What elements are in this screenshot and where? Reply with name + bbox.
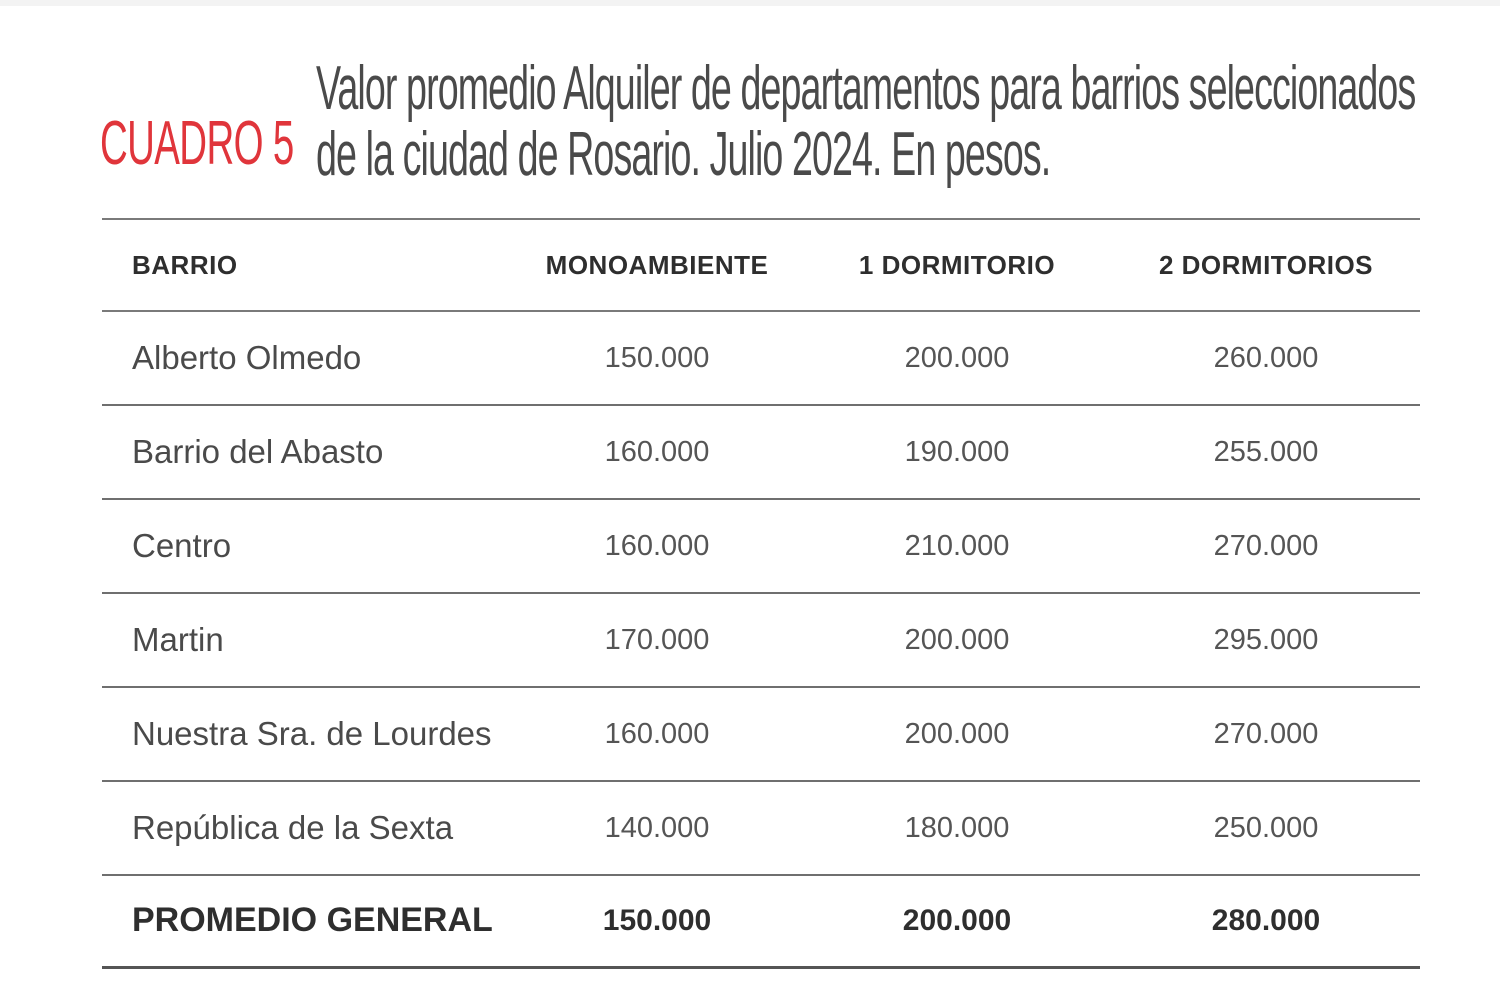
total-row [102,875,1420,967]
table-number-label: CUADRO 5 [100,109,294,178]
barrio-cell: Barrio del Abasto [132,433,384,470]
top-strip [0,0,1500,6]
monoambiente-cell: 160.000 [604,717,710,750]
column-header-monoambiente: MONOAMBIENTE [545,249,769,280]
column-header-1-dormitorio: 1 DORMITORIO [858,249,1056,280]
total-monoambiente-cell: 150.000 [602,903,712,937]
table-header-block [100,54,1420,198]
2-dormitorios-cell: 250.000 [1213,811,1319,844]
table-title-line-1: Valor promedio Alquiler de departamentos para barrios seleccionados [316,54,1416,123]
barrio-cell: Centro [132,527,232,564]
table-row [102,311,1420,405]
barrio-cell: Martin [132,621,224,658]
barrio-cell: Alberto Olmedo [132,339,362,376]
barrio-cell: República de la Sexta [132,809,454,846]
table-title [316,54,1500,190]
barrio-cell: Nuestra Sra. de Lourdes [132,715,492,752]
1-dormitorio-cell: 200.000 [904,341,1010,374]
table-row [102,687,1420,781]
table-row [102,499,1420,593]
monoambiente-cell: 150.000 [604,341,710,374]
2-dormitorios-cell: 255.000 [1213,435,1319,468]
2-dormitorios-cell: 270.000 [1213,717,1319,750]
1-dormitorio-cell: 210.000 [904,529,1010,562]
table-row [102,405,1420,499]
1-dormitorio-cell: 200.000 [904,717,1010,750]
table-header-row [102,219,1420,311]
2-dormitorios-cell: 260.000 [1213,341,1319,374]
total-label-cell: PROMEDIO GENERAL [132,901,493,940]
monoambiente-cell: 160.000 [604,435,710,468]
1-dormitorio-cell: 200.000 [904,623,1010,656]
monoambiente-cell: 140.000 [604,811,710,844]
rent-table [102,218,1420,969]
column-header-barrio: BARRIO [132,249,238,280]
table-row [102,593,1420,687]
table-title-line-2: de la ciudad de Rosario. Julio 2024. En pesos. [316,120,1051,189]
1-dormitorio-cell: 180.000 [904,811,1010,844]
table-row [102,781,1420,875]
total-2-dormitorios-cell: 280.000 [1211,903,1321,937]
1-dormitorio-cell: 190.000 [904,435,1010,468]
monoambiente-cell: 170.000 [604,623,710,656]
total-1-dormitorio-cell: 200.000 [902,903,1012,937]
2-dormitorios-cell: 295.000 [1213,623,1319,656]
2-dormitorios-cell: 270.000 [1213,529,1319,562]
column-header-2-dormitorios: 2 DORMITORIOS [1158,249,1374,280]
monoambiente-cell: 160.000 [604,529,710,562]
